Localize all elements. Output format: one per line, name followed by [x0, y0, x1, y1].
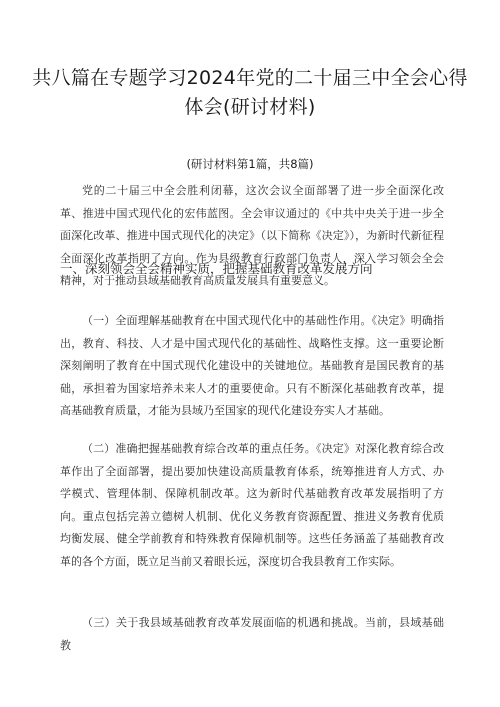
- paragraph-item-1: （一）全面理解基础教育在中国式现代化中的基础性作用。《决定》明确指出，教育、科技、人才是中国式现代化的基础性、战略性支撑。这一重要论断深刻阐明了教育在中国式现代化建设中的关键地位。基础教育是国民教育的基础，承担着为国家培养未来人才的重要使命。只有不断深化基础教育改革，提高基础教育质量，才能为县域乃至国家的现代化建设夯实人才基础。: [60, 314, 444, 417]
- paragraph-item-2: （二）准确把握基础教育综合改革的重点任务。《决定》对深化教育综合改革作出了全面部署，提出要加快建设高质量教育体系，统筹推进育人方式、办学模式、管理体制、保障机制改革。这为新时代基础教育改革发展指明了方向。重点包括完善立德树人机制、优化义务教育资源配置、推进义务教育优质均衡发展、健全学前教育和特殊教育保障机制等。这些任务涵盖了基础教育改革的各个方面，既立足当前又着眼长远，深度切合我县教育工作实际。: [60, 442, 444, 568]
- document-title: 共八篇在专题学习2024年党的二十届三中全会心得体会(研讨材料): [32, 67, 468, 118]
- document-subtitle: (研讨材料第1篇，共8篇): [186, 157, 314, 171]
- section-heading-1: 一、深刻领会全会精神实质，把握基础教育改革发展方向: [60, 261, 373, 276]
- intro-paragraph: 党的二十届三中全会胜利闭幕，这次会议全面部署了进一步全面深化改革、推进中国式现代化的宏伟蓝图。全会审议通过的《中共中央关于进一步全面深化改革、推进中国式现代化的决定》（以下简称《决定》），为新时代新征程全面深化改革指明了方向。作为县级教育行政部门负责人，深入学习领会全会精神，对于推动县域基础教育高质量发展具有重要意义。: [60, 184, 444, 287]
- paragraph-item-3: （三）关于我县域基础教育改革发展面临的机遇和挑战。当前，县域基础教: [60, 616, 444, 652]
